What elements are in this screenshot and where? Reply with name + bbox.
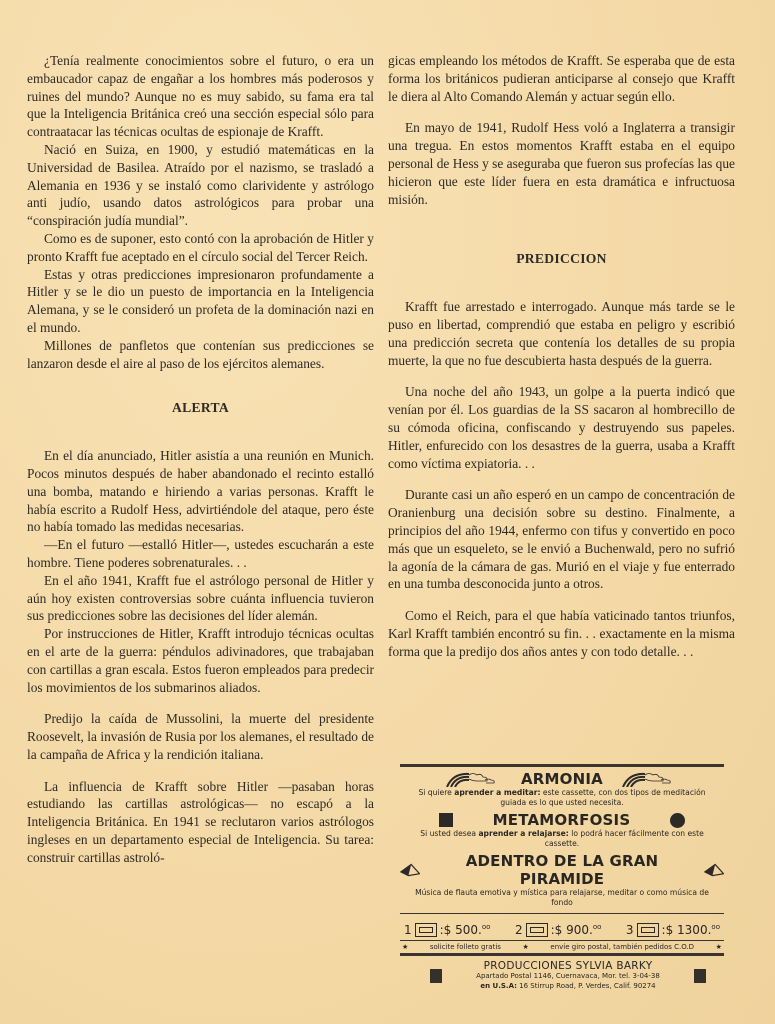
pyramid-icon: [704, 863, 724, 877]
circle-icon: [670, 813, 685, 828]
paragraph: Como es de suponer, esto contó con la aprobación de Hitler y pronto Krafft fue aceptado en el círculo social del Tercer Reich.: [27, 230, 374, 264]
order-notes: ★ solicite folleto gratis ★ envíe giro postal, también pedidos C.O.D ★: [400, 940, 724, 956]
divider: [400, 764, 724, 767]
paragraph: Krafft fue arrestado e interrogado. Aunque más tarde se le puso en libertad, comprendió que estaba en peligro y escribió una predicción secreta que contenía los detalles de su propia muerte, la que no fue descubierta hasta después de la guerra.: [388, 299, 735, 368]
section-heading-prediccion: PREDICCION: [516, 251, 607, 267]
paragraph: Por instrucciones de Hitler, Krafft introdujo técnicas ocultas en el arte de la guerra: péndulos adivinadores, que trabajaban con cartillas a gran escala. Estos fueron empleados para predecir los movimientos de los submarinos aliados.: [27, 626, 374, 695]
paragraph: En mayo de 1941, Rudolf Hess voló a Inglaterra a transigir una tregua. En estos momentos Krafft estaba en el equipo personal de Hess y se aseguraba que fueron sus profecías las que hicieron que este líder fuera en esta dramática e infructuosa misión.: [388, 120, 735, 207]
product-description: Si usted desea aprender a relajarse: lo podrá hacer fácilmente con este cassette.: [420, 829, 704, 848]
product-description: Música de flauta emotiva y mística para relajarse, meditar o como música de fondo: [415, 888, 709, 907]
product-armonia: [400, 770, 724, 788]
product-title: ARMONIA: [521, 770, 603, 788]
price-item: 1 :$ 500.$^{oo}$: [404, 923, 491, 937]
paragraph: Millones de panfletos que contenían sus predicciones se lanzaron desde el aire al paso de los ejércitos alemanes.: [27, 337, 374, 371]
square-icon: [439, 813, 453, 827]
product-metamorfosis: [400, 811, 724, 829]
paragraph: Estas y otras predicciones impresionaron profundamente a Hitler y se le dio un puesto de importancia en la Inteligencia Alemana, y se le consideró un profeta de la dominación nazi en el mundo.: [27, 266, 374, 335]
pyramid-icon: [400, 863, 420, 877]
price-list: [400, 920, 724, 940]
paragraph: La influencia de Krafft sobre Hitler —pasaban horas estudiando las cartillas astrológicas— no escapó a la Inteligencia Británica. En 1941 se reclutaron varios astrólogos ingleses en un departamento especial de Inteligencia. Su tarea: construir cartillas astroló-: [27, 778, 374, 865]
price-item: 2 :$ 900.$^{oo}$: [514, 923, 602, 937]
paragraph: —En el futuro —estalló Hitler—, ustedes escucharán a este hombre. Tiene poderes sobrenaturales. . .: [27, 537, 374, 570]
section-heading-alerta: ALERTA: [172, 400, 229, 416]
paragraph: ¿Tenía realmente conocimientos sobre el futuro, o era un embaucador capaz de engañar a los hombres más poderosos y ruines del mundo? Aunque no es muy sabido, su fama era tal que la Inteligencia Británica creó una sección especial sólo para contraatacar las técnicas ocultas de espionaje de Krafft.: [27, 53, 374, 140]
cassette-icon: [415, 923, 437, 937]
paragraph: En el día anunciado, Hitler asistía a una reunión en Munich. Pocos minutos después de haber abandonado el recinto estalló una bomba, matando e hiriendo a varias personas. Krafft le había escrito a Rudolf Hess, advirtiéndole del ataque, pero éste no había tomado las medidas necesarias.: [27, 448, 374, 535]
paragraph: Durante casi un año esperó en un campo de concentración de Oranienburg una decisión sobre su destino. Finalmente, a principios del año 1944, enfermo con tifus y convertido en poco más que un esqueleto, se le envió a Buchenwald, pero no sufrió la agonía de la cámara de gas. Murió en el viaje y fue enterrado en una tumba desconocida junto a otros.: [388, 487, 735, 592]
paragraph: gicas empleando los métodos de Krafft. Se esperaba que de esta forma los británicos pudieran anticiparse al consejo que Krafft le diera al Alto Comando Alemán y actuar según ello.: [388, 53, 735, 104]
paragraph: En el año 1941, Krafft fue el astrólogo personal de Hitler y aún hoy existen controversias sobre cuánta influencia tuvieron sus predicciones sobre las decisiones del líder alemán.: [27, 572, 374, 624]
paragraph: Nació en Suiza, en 1900, y estudió matemáticas en la Universidad de Basilea. Atraído por el nazismo, se trasladó a Alemania en 1936 y se instaló como clarividente y astrólogo anti judío, usando datos astrológicos para probar una “conspiración judía mundial”.: [27, 141, 374, 229]
company-logo-icon: [430, 969, 442, 983]
cassette-icon: [526, 923, 548, 937]
price-item: 3 :$ 1300.$^{oo}$: [625, 923, 720, 937]
cassette-icon: [637, 923, 659, 937]
rainbow-cloud-icon: [445, 771, 503, 787]
product-title: ADENTRO DE LA GRAN PIRAMIDE: [465, 852, 659, 888]
star-icon: ★: [522, 943, 529, 951]
address-usa: en U.S.A: 16 Stirrup Road, P. Verdes, Calif. 90274: [480, 981, 656, 990]
rainbow-cloud-icon: [621, 771, 679, 787]
paragraph: Una noche del año 1943, un golpe a la puerta indicó que venían por él. Los guardias de la SS sacaron al hombrecillo de su cómoda oficina, confiscando y destruyendo sus papeles. Hitler, enfurecido con los desastres de la guerra, usaba a Krafft como víctima expiatoria. . .: [388, 384, 735, 471]
paragraph: Predijo la caída de Mussolini, la muerte del presidente Roosevelt, la invasión de Rusia por los alemanes, el resultado de la campaña de Africa y la rendición italiana.: [27, 711, 374, 762]
company-logo-icon: [694, 969, 706, 983]
star-icon: ★: [715, 943, 722, 951]
address-mexico: Apartado Postal 1146, Cuernavaca, Mor. tel. 3-04-38: [476, 972, 660, 980]
paragraph: Como el Reich, para el que había vaticinado tantos triunfos, Karl Krafft también encontró su fin. . . exactamente en la misma forma que la predijo dos años antes y con todo detalle. . .: [388, 608, 735, 659]
divider: [400, 913, 724, 914]
left-column: [27, 52, 374, 867]
star-icon: ★: [402, 943, 409, 951]
advertisement-box: [400, 764, 724, 991]
right-column: [388, 52, 735, 661]
product-piramide: [400, 852, 724, 888]
product-title: METAMORFOSIS: [492, 811, 631, 829]
product-description: Si quiere aprender a meditar: este cassette, con dos tipos de meditación guiada es lo que usted necesita.: [418, 788, 706, 807]
company-name: PRODUCCIONES SYLVIA BARKY: [483, 960, 653, 972]
company-footer: [400, 956, 724, 991]
